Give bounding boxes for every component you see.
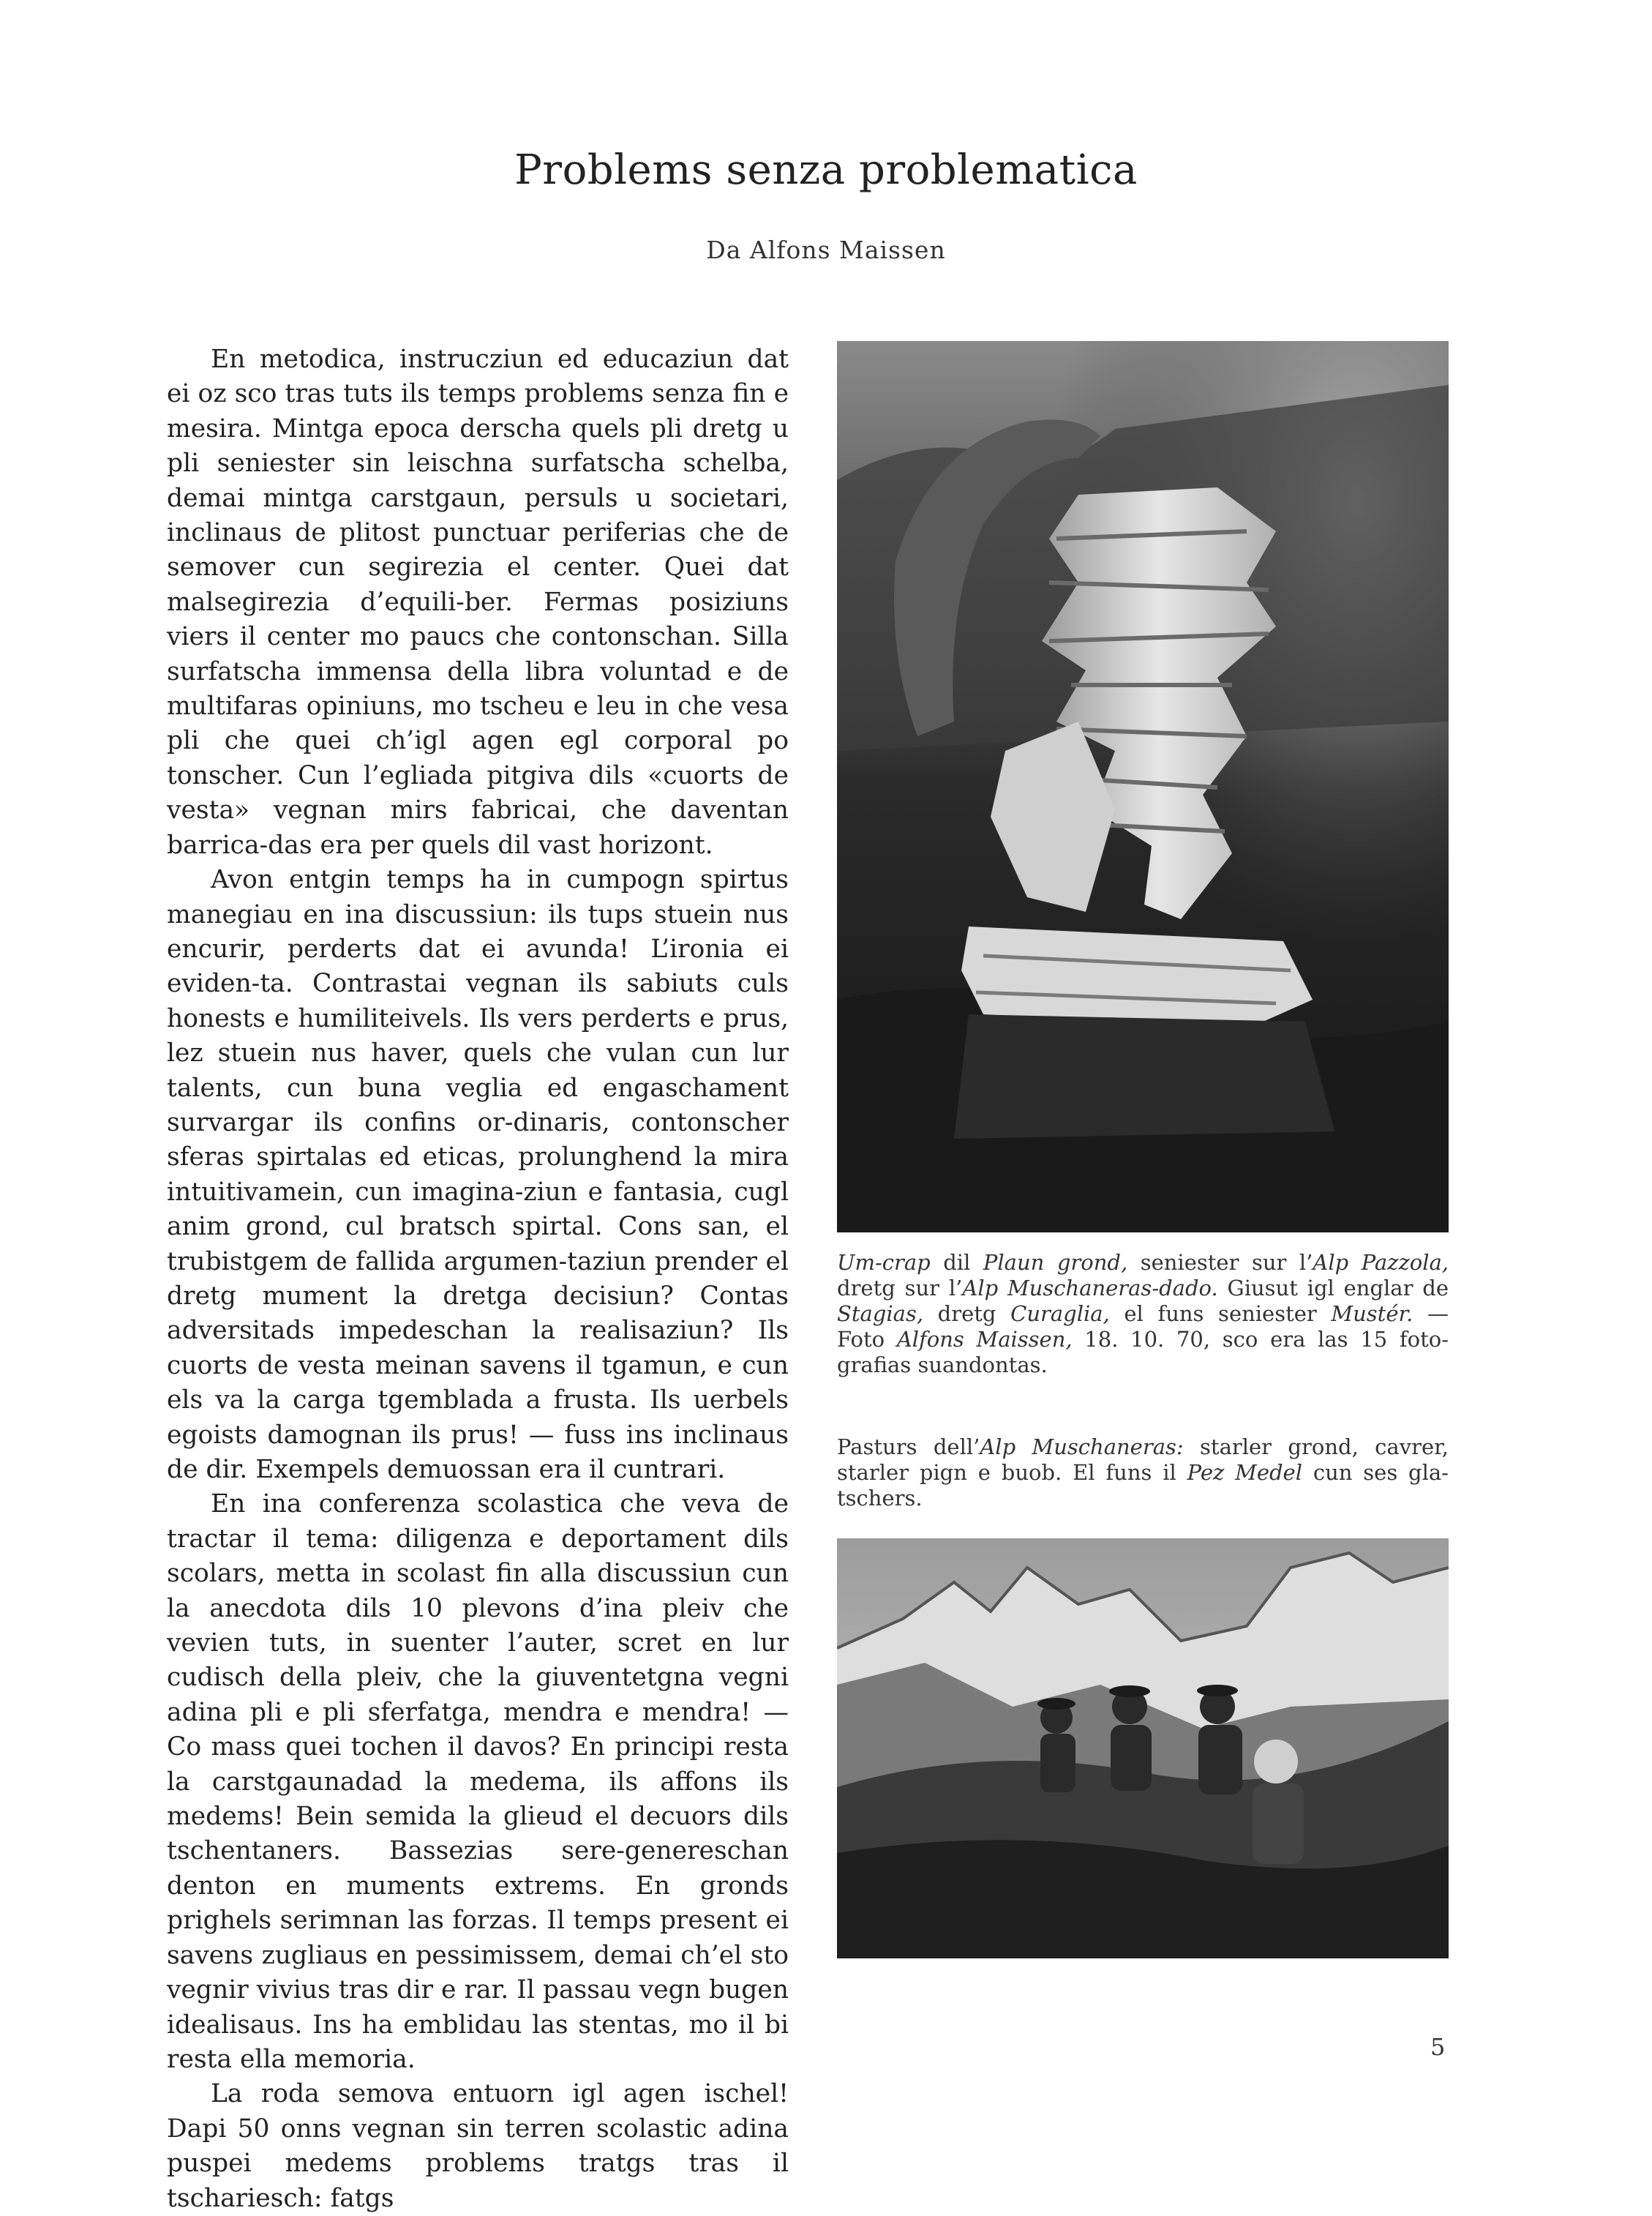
page-number: 5 (1430, 2033, 1446, 2061)
paragraph: En ina conferenza scolastica che veva de tractar il tema: diligenza e deportament dils scolars, metta in scolast fin alla discussiun cun la anecdota dils 10 plevons d’ina pleiv che vevien tuts, in suenter l’auter, scret en lur cudisch della pleiv, che la giuventetgna vegni adina pli e pli sferfatga, mendra e mendra! — Co mass quei tochen il davos? En principi resta la carstgaunadad la medema, ils affons ils medems! Bein semida la glieud el decuors dils tschentaners. Bassezias sere-genereschan denton en muments extrems. En gronds prighels serimnan las forzas. Il temps present ei savens zugliaus en pessimissem, demai ch’el sto vegnir vivius tras dir e rar. Il passau vegn bugen idealisaus. Ins ha emblidau las stentas, mo il bi resta ella memoria. (167, 1489, 789, 2074)
paragraph: La roda semova entuorn igl agen ischel! Dapi 50 onns vegnan sin terren scolastic adina puspei medems problems tratgs tras il tschariesch: fatgs (167, 2079, 789, 2213)
article-body (167, 342, 789, 2216)
paragraph: En metodica, instrucziun ed educaziun dat ei oz sco tras tuts ils temps problems senza fin e mesira. Mintga epoca derscha quels pli dretg u pli seniester sin leischna surfatscha schelba, demai mintga carstgaun, persuls u societari, inclinaus de plitost punctuar periferias che de semover cun segirezia el center. Quei dat malsegirezia d’equili-ber. Fermas posiziuns viers il center mo paucs che contonschan. Silla surfatscha immensa della libra voluntad e de multifaras opiniuns, mo tscheu e leu in che vesa pli che quei ch’igl agen egl corporal po tonscher. Cun l’egliada pitgiva dils «cuorts de vesta» vegnan mirs fabricai, che daventan barrica-das era per quels dil vast horizont. (167, 345, 789, 860)
cairn-photo (837, 341, 1449, 1232)
article-title: Problems senza problematica (514, 146, 1138, 194)
herders-photo (837, 1538, 1449, 1958)
herders-caption: Pasturs dell’Alp Muschaneras: starler grond, cavrer, starler pign e buob. El funs il Pez Medel cun ses gla-tschers. (837, 1434, 1449, 1511)
cairn-caption: Um-crap dil Plaun grond, seniester sur l’Alp Pazzola, dretg sur l’Alp Muschaneras-dado. Giusut igl englar de Stagias, dretg Curaglia, el funs seniester Mustér. — Foto Alfons Maissen, 18. 10. 70, sco era las 15 foto-grafias suandontas. (837, 1250, 1449, 1377)
paragraph: Avon entgin temps ha in cumpogn spirtus manegiau en ina discussiun: ils tups stuein nus encurir, perderts dat ei avunda! L’ironia ei eviden-ta. Contrastai vegnan ils sabiuts culs honests e humiliteivels. Ils vers perderts e prus, lez stuein nus haver, quels che vulan cun lur talents, cun buna veglia ed engaschament survargar ils confins or-dinaris, contonscher sferas spirtalas ed eticas, prolunghend la mira intuitivamein, cun imagina-ziun e fantasia, cugl anim grond, cul bratsch spirtal. Cons san, el trubistgem de fallida argumen-taziun prender el dretg mument la dretga decisiun? Contas adversitads impedeschan la realisaziun? Ils cuorts de vesta meinan savens il tgamun, e cun els va la carga tgemblada a frusta. Ils uerbels egoists damognan ils prus! — fuss ins inclinaus de dir. Exempels demuossan era il cuntrari. (167, 865, 789, 1484)
author-byline: Da Alfons Maissen (706, 236, 946, 264)
